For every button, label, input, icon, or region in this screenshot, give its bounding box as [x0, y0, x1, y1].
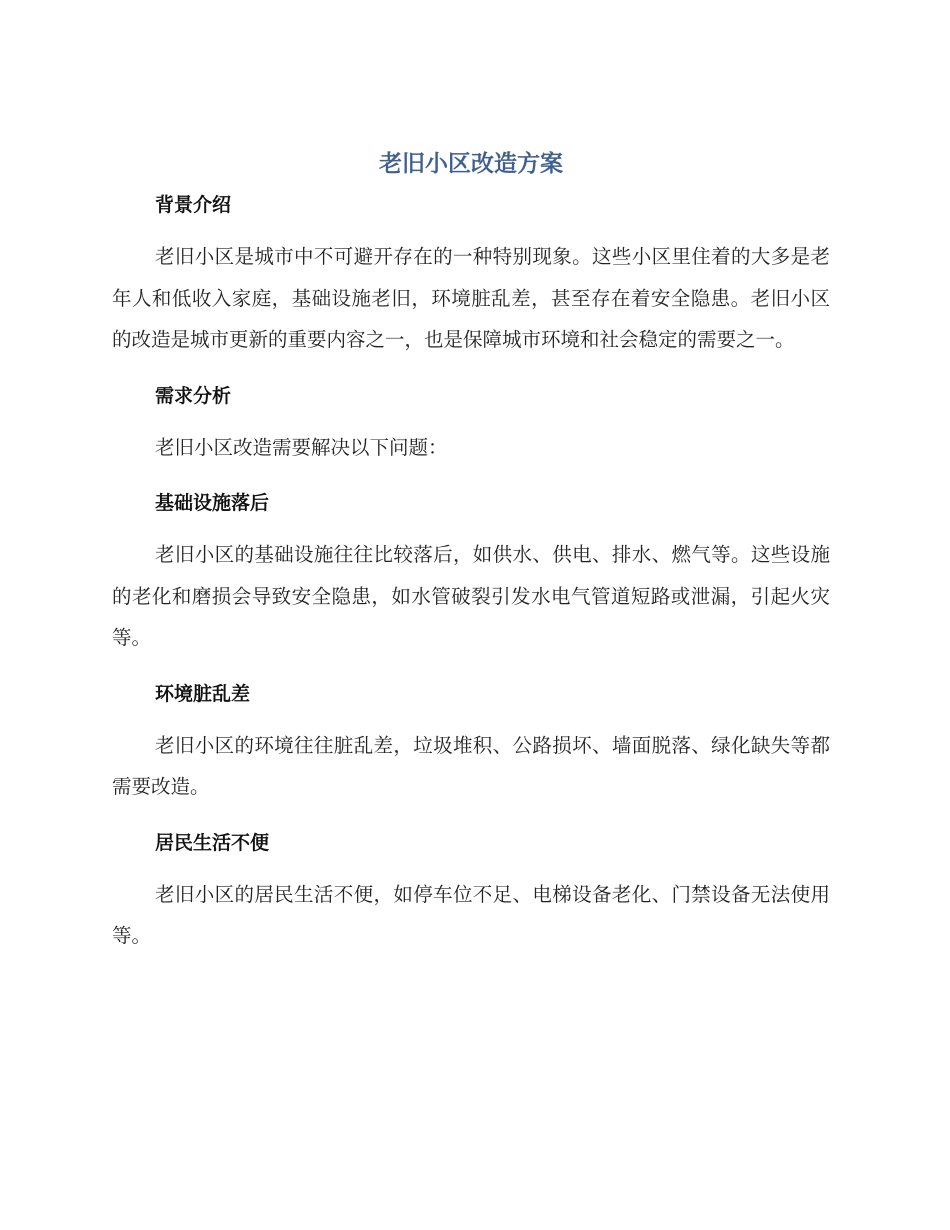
section-heading-infrastructure: 基础设施落后	[155, 492, 270, 514]
spacer	[112, 415, 830, 427]
section-paragraph-background: 老旧小区是城市中不可避开存在的一种特别现象。这些小区里住着的大多是老年人和低收入家庭，基础设施老旧，环境脏乱差，甚至存在着安全隐患。老旧小区的改造是城市更新的重要内容之一，也是保障城市环境和社会稳定的需要之一。	[112, 245, 830, 351]
section-heading-resident-life: 居民生活不便	[155, 831, 270, 854]
spacer	[112, 659, 830, 675]
document-content	[112, 142, 830, 957]
spacer	[112, 862, 830, 874]
section-heading-needs-analysis: 需求分析	[155, 384, 232, 407]
section-paragraph-resident-life: 老旧小区的居民生活不便，如停车位不足、电梯设备老化、门禁设备无法使用等。	[112, 882, 830, 947]
section-paragraph-needs-analysis: 老旧小区改造需要解决以下问题：	[155, 435, 448, 459]
section-paragraph-environment: 老旧小区的环境往往脏乱差，垃圾堆积、公路损坏、墙面脱落、绿化缺失等都需要改造。	[112, 733, 830, 798]
section-heading-environment: 环境脏乱差	[155, 682, 251, 705]
spacer	[112, 713, 830, 725]
spacer	[112, 224, 830, 236]
section-heading-background: 背景介绍	[155, 194, 232, 216]
document-title: 老旧小区改造方案	[379, 151, 563, 177]
section-paragraph-infrastructure: 老旧小区的基础设施往往比较落后，如供水、供电、排水、燃气等。这些设施的老化和磨损会导致安全隐患，如水管破裂引发水电气管道短路或泄漏，引起火灾等。	[112, 543, 830, 649]
spacer	[112, 808, 830, 824]
spacer	[112, 522, 830, 534]
spacer	[112, 361, 830, 377]
spacer	[112, 468, 830, 484]
